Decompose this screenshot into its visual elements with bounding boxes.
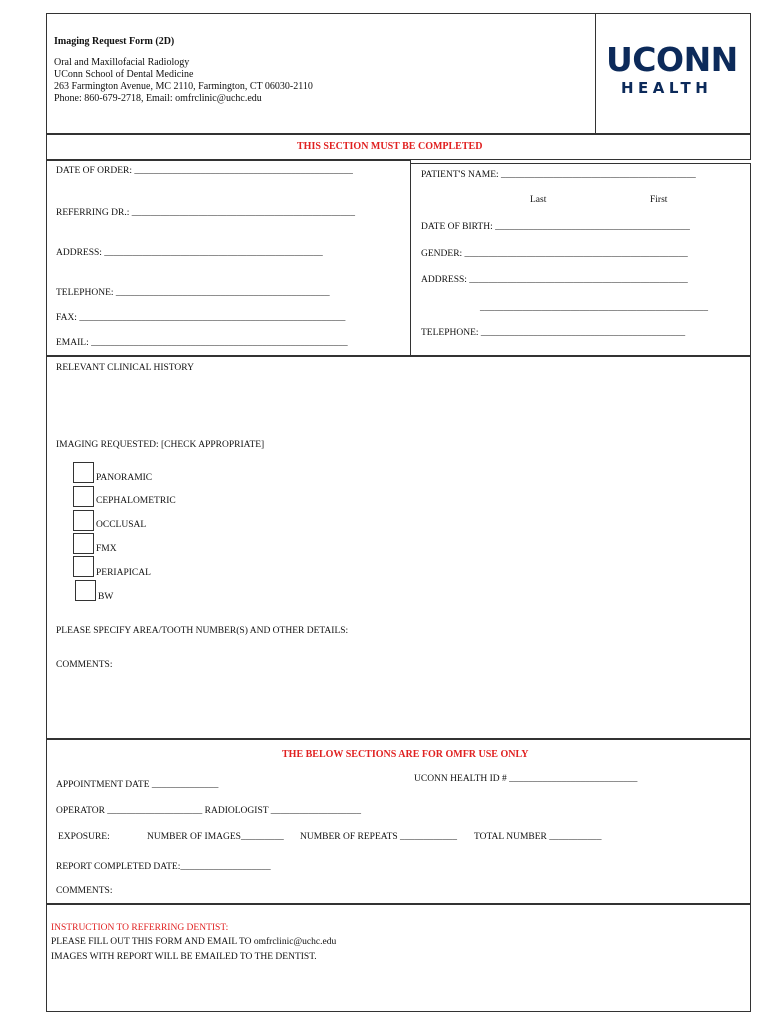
referrer-fax-field[interactable]: FAX: ________________________________________________________ [56,313,346,323]
uconn-health-id-field[interactable]: UCONN HEALTH ID # ___________________________ [414,774,638,784]
patient-first-label: First [650,195,668,205]
clinical-section [46,356,751,739]
date-of-order-field[interactable]: DATE OF ORDER: ______________________________________________ [56,166,353,176]
periapical-option: PERIAPICAL [96,568,151,578]
bw-option: BW [98,592,114,602]
bw-checkbox[interactable] [75,580,96,601]
school-address: 263 Farmington Avenue, MC 2110, Farmington, CT 06030-2110 [54,81,313,92]
patient-last-label: Last [530,195,547,205]
required-banner: THIS SECTION MUST BE COMPLETED [297,141,483,152]
number-of-images-field[interactable]: NUMBER OF IMAGES_________ [147,832,284,842]
report-completed-date-field[interactable]: REPORT COMPLETED DATE:___________________ [56,862,271,872]
omfr-section [46,739,751,904]
exposure-label: EXPOSURE: [58,832,110,842]
clinical-history-label: RELEVANT CLINICAL HISTORY [56,363,194,373]
omfr-comments-label: COMMENTS: [56,886,113,896]
patient-address-field[interactable]: ADDRESS: ______________________________________________ [421,275,688,285]
omfr-banner: THE BELOW SECTIONS ARE FOR OMFR USE ONLY [282,749,529,760]
referrer-address-field[interactable]: ADDRESS: ______________________________________________ [56,248,323,258]
date-of-birth-field[interactable]: DATE OF BIRTH: _________________________________________ [421,222,690,232]
referrer-email-field[interactable]: EMAIL: ______________________________________________________ [56,338,348,348]
fmx-option: FMX [96,544,117,554]
occlusal-option: OCCLUSAL [96,520,147,530]
clinical-comments-label: COMMENTS: [56,660,113,670]
referring-dr-field[interactable]: REFERRING DR.: _______________________________________________ [56,208,355,218]
cephalometric-checkbox[interactable] [73,486,94,507]
appointment-date-field[interactable]: APPOINTMENT DATE ______________ [56,780,219,790]
uconn-logo-wordmark: UCONN [606,40,738,79]
total-number-field[interactable]: TOTAL NUMBER ___________ [474,832,602,842]
patient-telephone-field[interactable]: TELEPHONE: ___________________________________________ [421,328,686,338]
gender-field[interactable]: GENDER: _______________________________________________ [421,249,688,259]
department-name: Oral and Maxillofacial Radiology [54,57,190,68]
patient-name-field[interactable]: PATIENT'S NAME: _________________________________________ [421,170,696,180]
contact-info: Phone: 860-679-2718, Email: omfrclinic@uchc.edu [54,93,262,104]
cephalometric-option: CEPHALOMETRIC [96,496,176,506]
referrer-telephone-field[interactable]: TELEPHONE: _____________________________________________ [56,288,330,298]
form-title: Imaging Request Form (2D) [54,36,175,47]
number-of-repeats-field[interactable]: NUMBER OF REPEATS ____________ [300,832,458,842]
patient-address-line2[interactable]: ________________________________________________ [480,303,708,313]
panoramic-checkbox[interactable] [73,462,94,483]
health-logo-wordmark: HEALTH [621,79,713,97]
instructions-line2: IMAGES WITH REPORT WILL BE EMAILED TO THE DENTIST. [51,952,317,962]
specify-area-label: PLEASE SPECIFY AREA/TOOTH NUMBER(S) AND OTHER DETAILS: [56,626,349,636]
instructions-heading: INSTRUCTION TO REFERRING DENTIST: [51,923,229,933]
occlusal-checkbox[interactable] [73,510,94,531]
operator-radiologist-field[interactable]: OPERATOR ____________________ RADIOLOGIST ___________________ [56,806,361,816]
fmx-checkbox[interactable] [73,533,94,554]
imaging-requested-label: IMAGING REQUESTED: [CHECK APPROPRIATE] [56,440,265,450]
periapical-checkbox[interactable] [73,556,94,577]
school-name: UConn School of Dental Medicine [54,69,194,80]
panoramic-option: PANORAMIC [96,473,153,483]
instructions-line1: PLEASE FILL OUT THIS FORM AND EMAIL TO omfrclinic@uchc.edu [51,937,337,947]
